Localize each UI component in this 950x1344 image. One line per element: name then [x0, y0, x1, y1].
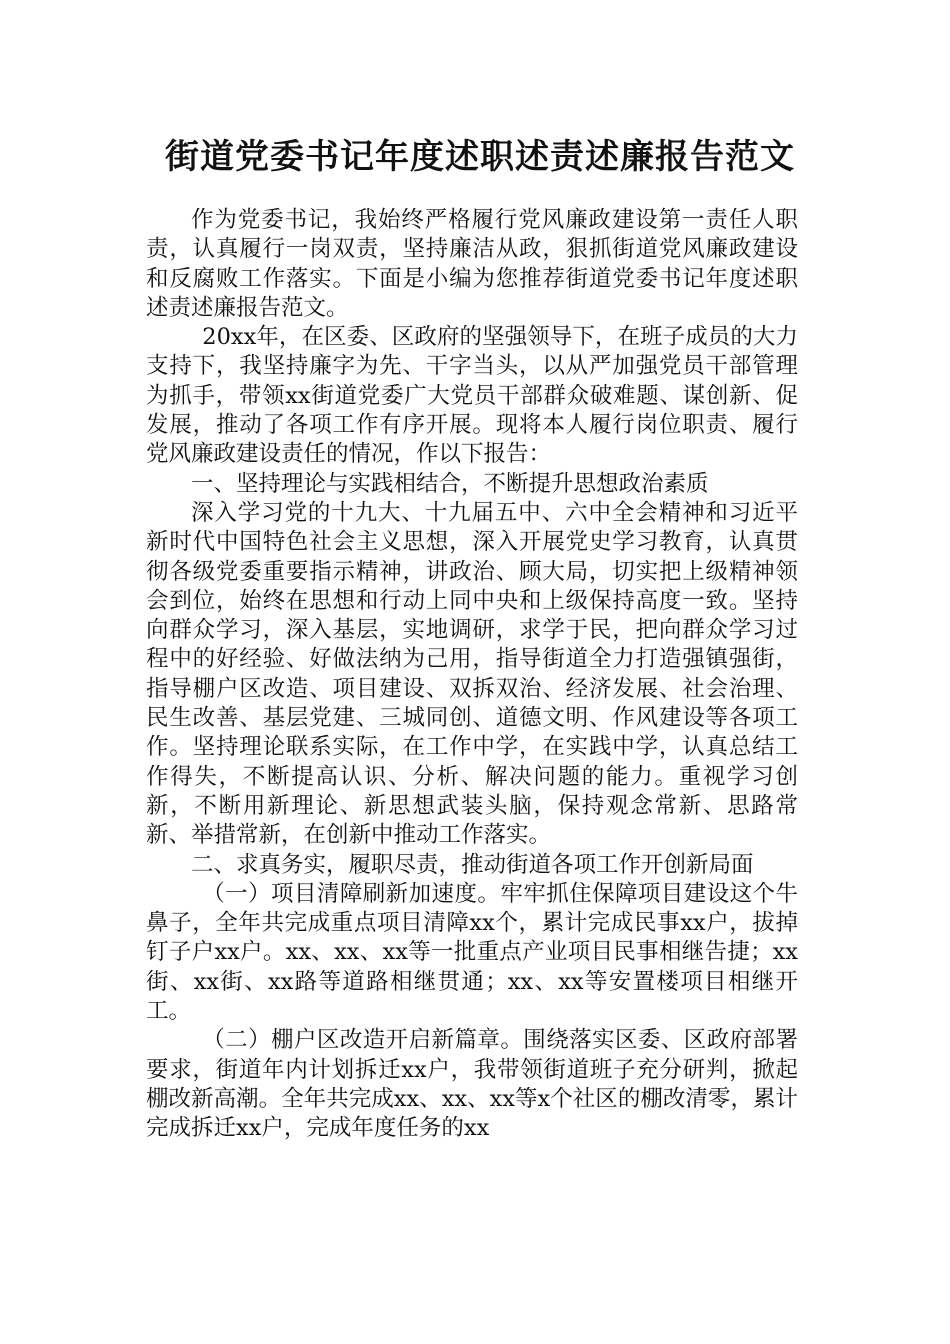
document-body [146, 206, 798, 1144]
section-heading-1: 一、坚持理论与实践相结合，不断提升思想政治素质 [191, 470, 709, 497]
paragraph-section-1: 深入学习党的十九大、十九届五中、六中全会精神和习近平新时代中国特色社会主义思想，深入开展党史学习教育，认真贯彻各级党委重要指示精神，讲政治、顾大局，切实把上级精神领会到位，始终在思想和行动上同中央和上级保持高度一致。坚持向群众学习，深入基层，实地调研，求学于民，把向群众学习过程中的好经验、好做法纳为己用，指导街道全力打造强镇强街，指导棚户区改造、项目建设、双拆双治、经济发展、社会治理、民生改善、基层党建、三城同创、道德文明、作风建设等各项工作。坚持理论联系实际，在工作中学，在实践中学，认真总结工作得失，不断提高认识、分析、解决问题的能力。重视学习创新，不断用新理论、新思想武装头脑，保持观念常新、思路常新、举措常新，在创新中推动工作落实。 [146, 499, 798, 849]
section-heading-2: 二、求真务实，履职尽责，推动街道各项工作开创新局面 [191, 851, 754, 878]
document-title: 街道党委书记年度述职述责述廉报告范文 [165, 137, 795, 177]
paragraph-overview: 20xx年，在区委、区政府的坚强领导下，在班子成员的大力支持下，我坚持廉字为先、干字当头，以从严加强党员干部管理为抓手，带领xx街道党委广大党员干部群众破难题、谋创新、促发展，推动了各项工作有序开展。现将本人履行岗位职责、履行党风廉政建设责任的情况，作以下报告： [146, 324, 798, 468]
paragraph-intro: 作为党委书记，我始终严格履行党风廉政建设第一责任人职责，认真履行一岗双责，坚持廉洁从政，狠抓街道党风廉政建设和反腐败工作落实。下面是小编为您推荐街道党委书记年度述职述责述廉报告范文。 [146, 207, 798, 321]
paragraph-item-2: （二）棚户区改造开启新篇章。围绕落实区委、区政府部署要求，街道年内计划拆迁xx户，我带领街道班子充分研判，掀起棚改新高潮。全年共完成xx、xx、xx等x个社区的棚改清零，累计完成拆迁xx户，完成年度任务的xx [146, 1027, 798, 1142]
paragraph-item-1: （一）项目清障刷新加速度。牢牢抓住保障项目建设这个牛鼻子，全年共完成重点项目清障xx个，累计完成民事xx户，拔掉钉子户xx户。xx、xx、xx等一批重点产业项目民事相继告捷；xx街、xx街、xx路等道路相继贯通；xx、xx等安置楼项目相继开工。 [146, 880, 798, 1025]
